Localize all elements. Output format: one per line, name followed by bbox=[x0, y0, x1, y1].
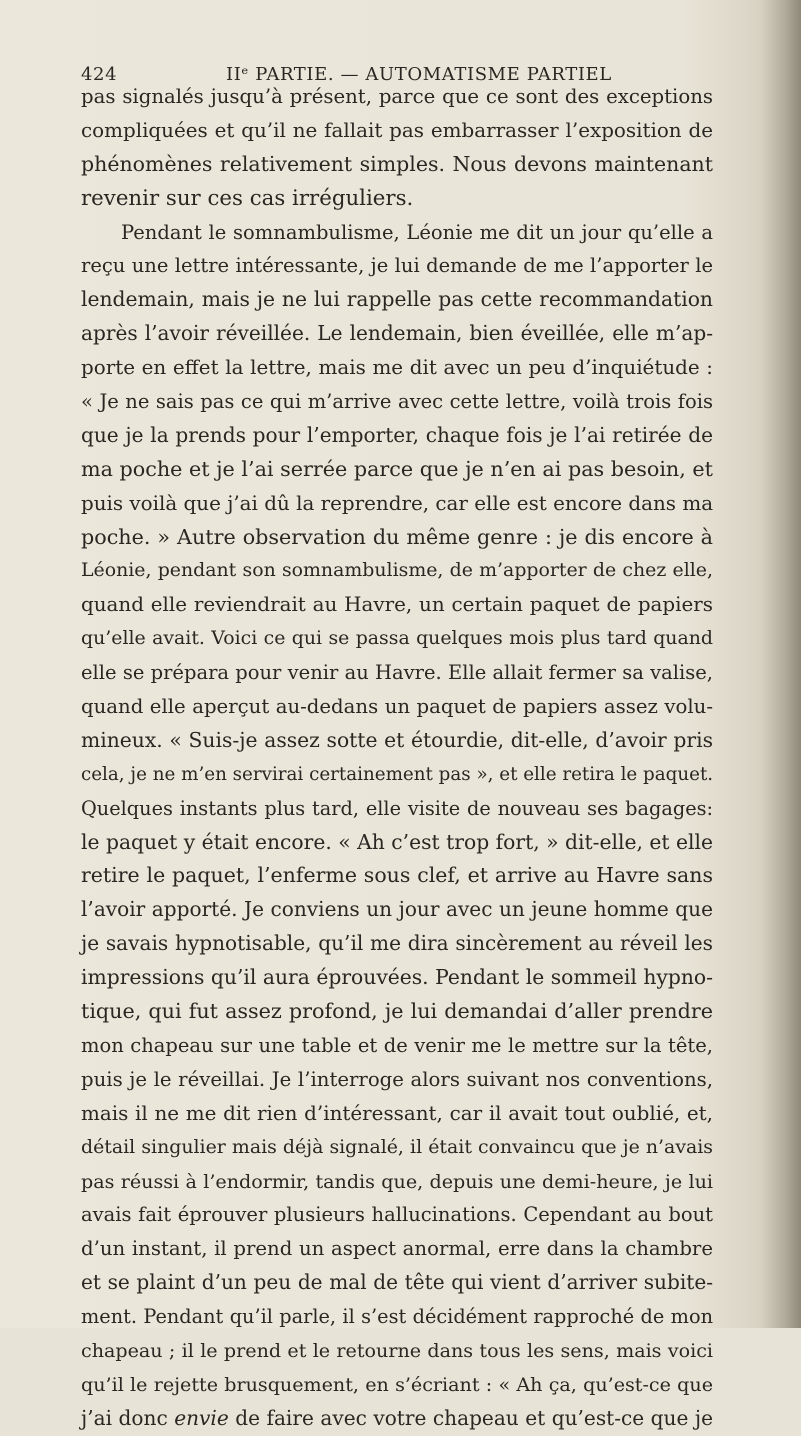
body-text bbox=[81, 80, 713, 1436]
text-line: porte en effet la lettre, mais me dit avec un peu d’inquiétude : bbox=[81, 356, 713, 380]
text-line: avais fait éprouver plusieurs hallucinations. Cependant au bout bbox=[81, 1203, 713, 1227]
text-segment: j’ai donc bbox=[81, 1405, 175, 1430]
text-line: qu’il le rejette brusquement, en s’écriant : « Ah ça, qu’est-ce que bbox=[81, 1372, 713, 1396]
text-line: ma poche et je l’ai serrée parce que je n’en ai pas besoin, et bbox=[81, 456, 713, 481]
running-title: IIᵉ PARTIE. — AUTOMATISME PARTIEL bbox=[226, 64, 612, 85]
text-line: lendemain, mais je ne lui rappelle pas cette recommandation bbox=[81, 287, 713, 312]
emphasized-word: envie bbox=[174, 1405, 229, 1430]
text-line-with-emphasis bbox=[81, 1402, 713, 1436]
text-line: je savais hypnotisable, qu’il me dira sincèrement au réveil les bbox=[81, 931, 713, 956]
text-line: retire le paquet, l’enferme sous clef, et arrive au Havre sans bbox=[81, 863, 713, 888]
text-line: quand elle aperçut au-dedans un paquet de papiers assez volu- bbox=[81, 695, 713, 719]
text-line: d’un instant, il prend un aspect anormal, erre dans la chambre bbox=[81, 1237, 713, 1261]
text-line: le paquet y était encore. « Ah c’est trop fort, » dit-elle, et elle bbox=[81, 829, 713, 854]
text-line: Quelques instants plus tard, elle visite de nouveau ses bagages: bbox=[81, 796, 713, 820]
text-line: qu’elle avait. Voici ce qui se passa quelques mois plus tard quand bbox=[81, 627, 713, 650]
page-edge-shadow bbox=[761, 0, 801, 1328]
text-line: pas signalés jusqu’à présent, parce que ce sont des exceptions bbox=[81, 85, 713, 108]
text-line: Léonie, pendant son somnambulisme, de m’apporter de chez elle, bbox=[81, 559, 713, 582]
text-line: détail singulier mais déjà signalé, il était convaincu que je n’avais bbox=[81, 1135, 713, 1158]
text-line: cela, je ne m’en servirai certainement pas », et elle retira le paquet. bbox=[81, 763, 714, 785]
text-line: l’avoir apporté. Je conviens un jour avec un jeune homme que bbox=[81, 897, 713, 922]
text-line: ment. Pendant qu’il parle, il s’est décidément rapproché de mon bbox=[81, 1305, 713, 1329]
text-line: mais il ne me dit rien d’intéressant, car il avait tout oublié, et, bbox=[81, 1101, 713, 1125]
text-line: compliquées et qu’il ne fallait pas embarrasser l’exposition de bbox=[81, 118, 713, 142]
text-line: phénomènes relativement simples. Nous devons maintenant bbox=[81, 151, 713, 176]
text-line: puis voilà que j’ai dû la reprendre, car elle est encore dans ma bbox=[81, 491, 714, 515]
text-line: après l’avoir réveillée. Le lendemain, bien éveillée, elle m’ap- bbox=[81, 321, 713, 346]
text-segment: de faire avec votre chapeau et qu’est-ce que je bbox=[228, 1405, 713, 1430]
text-line: « Je ne sais pas ce qui m’arrive avec cette lettre, voilà trois fois bbox=[81, 390, 713, 414]
text-line: mon chapeau sur une table et de venir me le mettre sur la tête, bbox=[81, 1033, 713, 1057]
text-line: tique, qui fut assez profond, je lui demandai d’aller prendre bbox=[81, 999, 713, 1024]
text-line: chapeau ; il le prend et le retourne dans tous les sens, mais voici bbox=[81, 1338, 713, 1362]
text-line: Pendant le somnambulisme, Léonie me dit un jour qu’elle a bbox=[121, 220, 713, 244]
text-line: quand elle reviendrait au Havre, un certain paquet de papiers bbox=[81, 593, 713, 617]
text-line: que je la prends pour l’emporter, chaque fois je l’ai retirée de bbox=[81, 422, 713, 447]
text-line: impressions qu’il aura éprouvées. Pendant le sommeil hypno- bbox=[81, 965, 713, 990]
page-number: 424 bbox=[81, 64, 118, 85]
text-line: poche. » Autre observation du même genre : je dis encore à bbox=[81, 524, 713, 549]
text-line: puis je le réveillai. Je l’interroge alors suivant nos conventions, bbox=[81, 1067, 713, 1091]
text-line: et se plaint d’un peu de mal de tête qui vient d’arriver subite- bbox=[81, 1270, 713, 1295]
text-line: elle se prépara pour venir au Havre. Elle allait fermer sa valise, bbox=[81, 661, 713, 685]
text-line: pas réussi à l’endormir, tandis que, depuis une demi-heure, je lui bbox=[81, 1169, 713, 1193]
text-line: revenir sur ces cas irréguliers. bbox=[81, 185, 414, 211]
text-line: mineux. « Suis-je assez sotte et étourdie, dit-elle, d’avoir pris bbox=[81, 727, 713, 752]
text-line: reçu une lettre intéressante, je lui demande de me l’apporter le bbox=[81, 254, 713, 278]
